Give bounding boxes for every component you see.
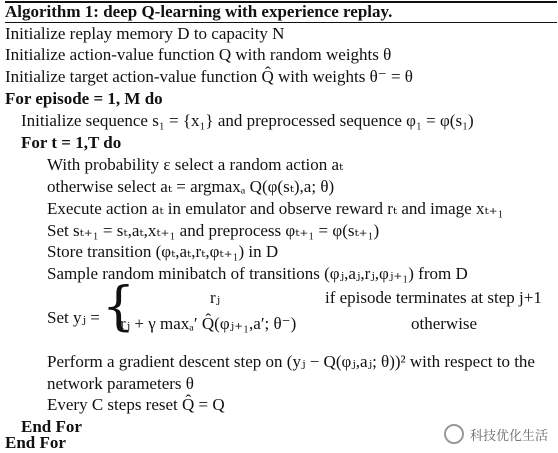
line-init-target-value: Initialize target action-value function Q̂ with weights θ⁻ = θ (5, 67, 413, 86)
line-set-state: Set sₜ₊₁ = sₜ,aₜ,xₜ₊₁ and preprocess φₜ₊₁ = φ(sₜ₊₁) (47, 221, 380, 240)
line-store-transition: Store transition (φₜ,aₜ,rₜ,φₜ₊₁) in D (47, 242, 279, 261)
line-gradient-step: Perform a gradient descent step on (yⱼ − Q(φⱼ,aⱼ; θ))² with respect to the (47, 352, 535, 371)
watermark-text: 科技优化生活 (469, 428, 548, 444)
line-network-parameters: network parameters θ (47, 374, 194, 393)
watermark (444, 423, 548, 445)
wechat-icon (444, 424, 464, 444)
line-execute-action: Execute action aₜ in emulator and observe reward rₜ and image xₜ₊₁ (47, 199, 504, 218)
line-otherwise-select: otherwise select aₜ = argmaxₐ Q(φ(sₜ),a; θ) (47, 177, 335, 196)
case-terminal-value: rⱼ (210, 288, 221, 307)
case-nonterminal-condition: otherwise (411, 314, 478, 333)
algorithm-block (5, 0, 557, 453)
line-end-for-outer: End For (5, 433, 66, 452)
line-sample-minibatch: Sample random minibatch of transitions (φⱼ,aⱼ,rⱼ,φⱼ₊₁) from D (47, 264, 468, 283)
line-for-t: For t = 1,T do (21, 133, 122, 152)
line-end-for-inner: End For (21, 417, 82, 436)
cases-brace: { (102, 277, 136, 337)
line-init-replay-memory: Initialize replay memory D to capacity N (5, 24, 285, 43)
algorithm-title: Algorithm 1: deep Q-learning with experience replay. (5, 2, 393, 21)
line-probability: With probability ε select a random action aₜ (47, 155, 344, 174)
case-nonterminal-value: rⱼ + γ maxₐ′ Q̂(φⱼ₊₁,a′; θ⁻) (120, 314, 297, 333)
case-terminal-condition: if episode terminates at step j+1 (325, 288, 542, 307)
line-reset-target: Every C steps reset Q̂ = Q (47, 395, 225, 414)
line-for-episode: For episode = 1, M do (5, 89, 163, 108)
line-init-sequence: Initialize sequence s₁ = {x₁} and preprocessed sequence φ₁ = φ(s₁) (21, 111, 474, 130)
line-init-action-value: Initialize action-value function Q with random weights θ (5, 45, 392, 64)
line-set-yj: Set yⱼ = (47, 308, 100, 327)
